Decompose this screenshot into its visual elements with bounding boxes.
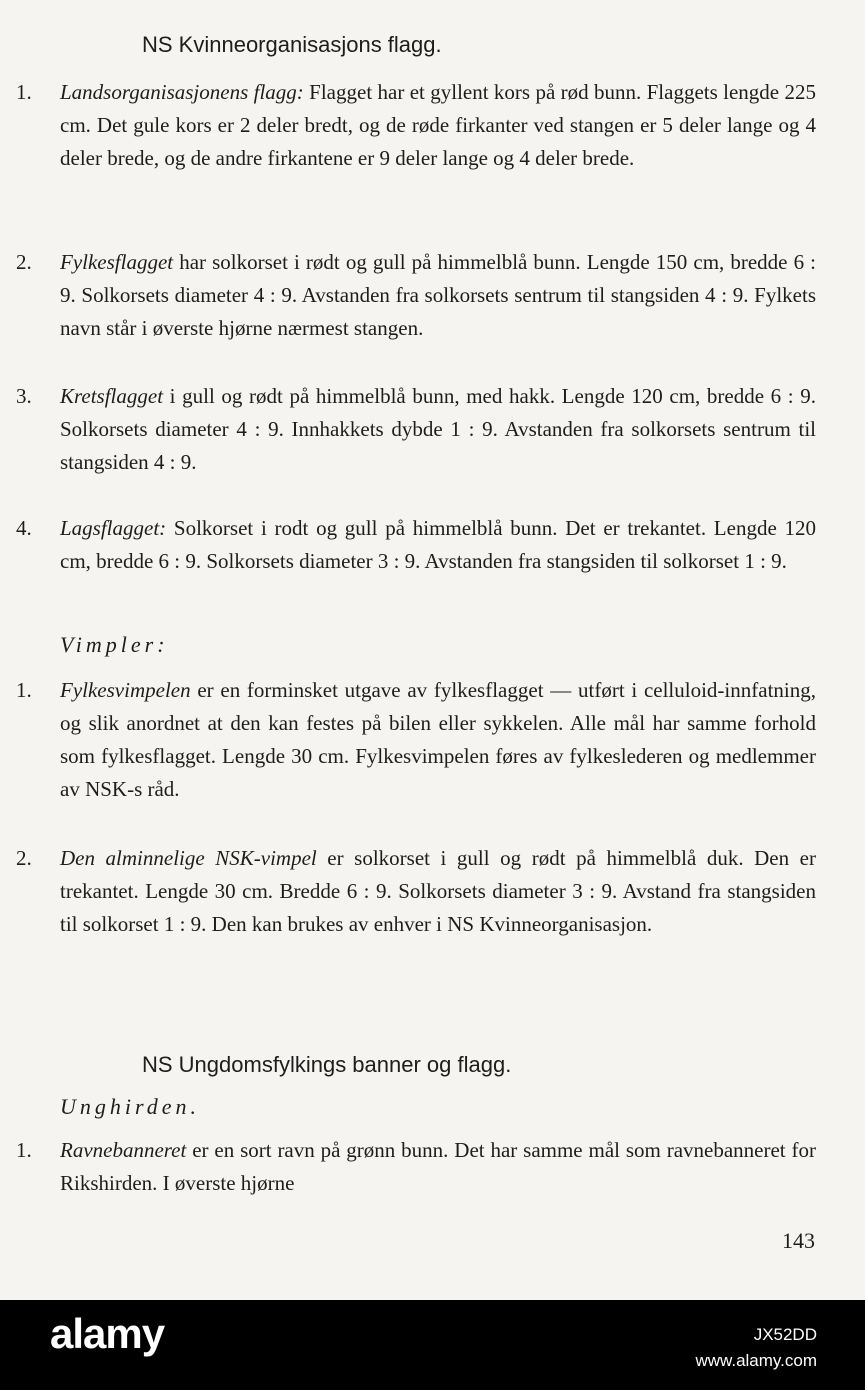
item-text: er en sort ravn på grønn bunn. Det har samme mål som ravnebanneret for Rikshirden. I øverste hjørne xyxy=(60,1138,816,1195)
item-number: 2. xyxy=(16,250,32,274)
watermark-info xyxy=(695,1322,817,1374)
item-number: 1. xyxy=(16,1138,32,1162)
item-title: Den alminnelige NSK-vimpel xyxy=(60,846,317,870)
item-text: i gull og rødt på himmelblå bunn, med hakk. Lengde 120 cm, bredde 6 : 9. Solkorsets diameter 4 : 9. Innhakkets dybde 1 : 9. Avstanden fra solkorsets sentrum til stangsiden 4 : 9. xyxy=(60,384,816,474)
unghirden-subheading: Unghirden. xyxy=(60,1094,201,1119)
item-title: Fylkesflagget xyxy=(60,250,174,274)
list-item xyxy=(16,246,816,345)
alamy-logo: alamy xyxy=(50,1310,165,1357)
item-title: Lagsflagget: xyxy=(60,516,167,540)
list-item xyxy=(16,674,816,806)
item-number: 2. xyxy=(16,846,32,870)
page-number: 143 xyxy=(782,1228,815,1253)
list-item xyxy=(16,380,816,479)
item-number: 3. xyxy=(16,384,32,408)
image-id: JX52DD xyxy=(753,1325,817,1344)
list-item xyxy=(16,1134,816,1200)
item-title: Kretsflagget xyxy=(60,384,164,408)
list-item xyxy=(16,76,816,175)
item-text: Solkorset i rodt og gull på himmelblå bunn. Det er trekantet. Lengde 120 cm, bredde 6 : 9. Solkorsets diameter 3 : 9. Avstanden fra stangsiden til solkorset 1 : 9. xyxy=(60,516,816,573)
list-item xyxy=(16,842,816,941)
item-number: 1. xyxy=(16,678,32,702)
item-text: er solkorset i gull og rødt på himmelblå duk. Den er trekantet. Lengde 30 cm. Bredde 6 : 9. Solkorsets diameter 3 : 9. Avstand fra stangsiden til solkorset 1 : 9. Den kan brukes av enhver i NS Kvinneorganisasjon. xyxy=(60,846,816,936)
section-heading-kvinneorganisasjon: NS Kvinneorganisasjons flagg. xyxy=(142,32,442,57)
item-title: Ravnebanneret xyxy=(60,1138,187,1162)
item-text: har solkorset i rødt og gull på himmelblå bunn. Lengde 150 cm, bredde 6 : 9. Solkorsets diameter 4 : 9. Avstanden fra solkorsets sentrum til stangsiden 4 : 9. Fylkets navn står i øverste hjørne nærmest stangen. xyxy=(60,250,816,340)
vimpler-subheading: Vimpler: xyxy=(60,632,169,657)
item-number: 4. xyxy=(16,516,32,540)
site-url: www.alamy.com xyxy=(695,1351,817,1370)
item-title: Landsorganisasjonens flagg: xyxy=(60,80,304,104)
item-title: Fylkesvimpelen xyxy=(60,678,191,702)
item-number: 1. xyxy=(16,80,32,104)
item-text: Flagget har et gyllent kors på rød bunn. Flaggets lengde 225 cm. Det gule kors er 2 deler bredt, og de røde firkanter ved stangen er 5 deler lange og 4 deler brede, og de andre firkantene er 9 deler lange og 4 deler brede. xyxy=(60,80,817,170)
list-item xyxy=(16,512,816,578)
section-heading-ungdomsfylking: NS Ungdomsfylkings banner og flagg. xyxy=(142,1052,512,1077)
item-text: er en forminsket utgave av fylkesflagget — utført i celluloid-innfatning, og slik anordnet at den kan festes på bilen eller sykkelen. Alle mål har samme forhold som fylkesflagget. Lengde 30 cm. Fylkesvimpelen føres av fylkeslederen og medlemmer av NSK-s råd. xyxy=(60,678,816,801)
